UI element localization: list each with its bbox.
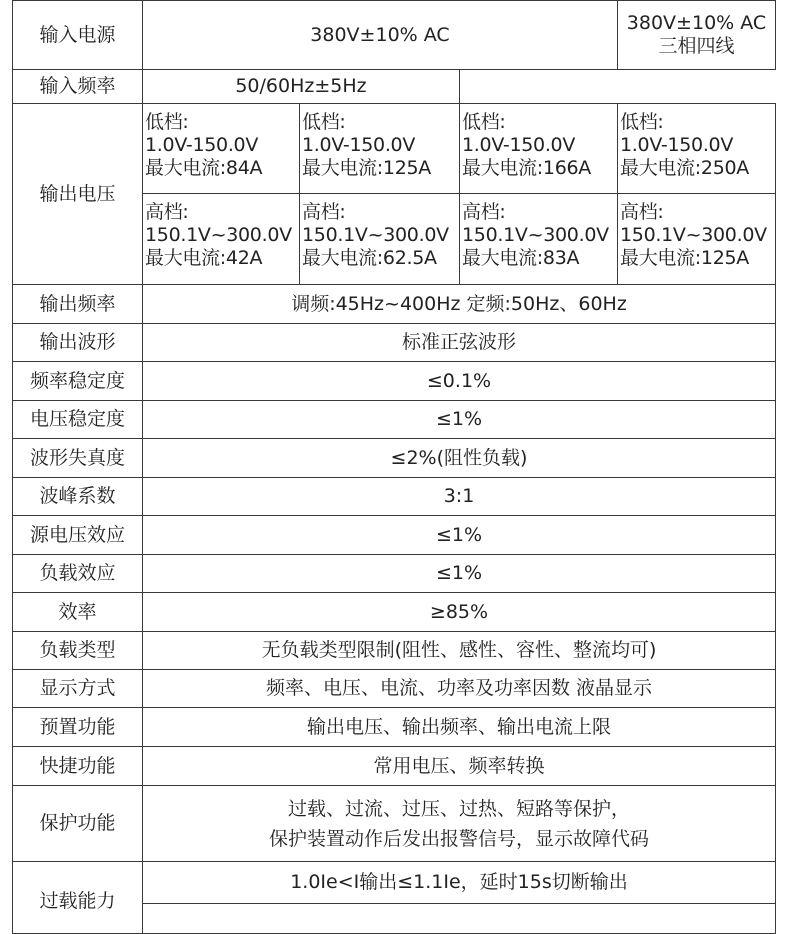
label-output-freq: 输出频率 bbox=[13, 285, 143, 324]
low-spec-1-range: 1.0V-150.0V bbox=[145, 134, 259, 156]
value-preset: 输出电压、输出频率、输出电流上限 bbox=[143, 708, 776, 747]
low-spec-3-range: 1.0V-150.0V bbox=[462, 134, 576, 156]
value-display: 频率、电压、电流、功率及功率因数 液晶显示 bbox=[143, 670, 776, 708]
row-shortcut bbox=[13, 747, 776, 786]
label-output-voltage: 输出电压 bbox=[13, 104, 143, 285]
label-output-wave: 输出波形 bbox=[13, 324, 143, 362]
low-spec-1 bbox=[143, 104, 300, 194]
input-power-note-line2: 三相四线 bbox=[658, 35, 735, 57]
label-overload: 过载能力 bbox=[13, 862, 143, 934]
label-source-effect: 源电压效应 bbox=[13, 516, 143, 555]
label-efficiency: 效率 bbox=[13, 593, 143, 632]
high-spec-1 bbox=[143, 194, 300, 285]
row-freq-stability bbox=[13, 362, 776, 401]
label-display: 显示方式 bbox=[13, 670, 143, 708]
row-display bbox=[13, 670, 776, 708]
high-spec-2 bbox=[300, 194, 460, 285]
high-spec-1-range: 150.1V~300.0V bbox=[145, 224, 292, 246]
high-spec-1-current: 最大电流:42A bbox=[145, 247, 263, 269]
value-output-freq: 调频:45Hz~400Hz 定频:50Hz、60Hz bbox=[143, 285, 776, 324]
row-output-voltage-low bbox=[13, 104, 776, 194]
protection-line1: 过载、过流、过压、过热、短路等保护， bbox=[287, 797, 630, 820]
label-load-type: 负载类型 bbox=[13, 632, 143, 670]
high-spec-3-current: 最大电流:83A bbox=[462, 247, 580, 269]
low-spec-4 bbox=[618, 104, 776, 194]
row-output-wave bbox=[13, 324, 776, 362]
label-freq-stability: 频率稳定度 bbox=[13, 362, 143, 401]
low-spec-2-range: 1.0V-150.0V bbox=[302, 134, 416, 156]
value-input-freq: 50/60Hz±5Hz bbox=[143, 70, 460, 104]
high-spec-2-range: 150.1V~300.0V bbox=[302, 224, 449, 246]
value-protection bbox=[143, 786, 776, 862]
value-input-power-note bbox=[618, 1, 776, 70]
label-input-freq: 输入频率 bbox=[13, 70, 143, 104]
value-output-wave: 标准正弦波形 bbox=[143, 324, 776, 362]
value-freq-stability: ≤0.1% bbox=[143, 362, 776, 401]
row-input-power bbox=[13, 1, 776, 70]
row-preset bbox=[13, 708, 776, 747]
input-power-note-line1: 380V±10% AC bbox=[626, 12, 767, 34]
label-shortcut: 快捷功能 bbox=[13, 747, 143, 786]
protection-line2: 保护装置动作后发出报警信号，显示故障代码 bbox=[268, 827, 649, 850]
value-input-power: 380V±10% AC bbox=[143, 1, 618, 70]
low-spec-2-current: 最大电流:125A bbox=[302, 157, 431, 179]
row-overload bbox=[13, 862, 776, 904]
label-wave-distortion: 波形失真度 bbox=[13, 439, 143, 478]
value-efficiency: ≥85% bbox=[143, 593, 776, 632]
spec-table bbox=[12, 0, 776, 934]
value-source-effect: ≤1% bbox=[143, 516, 776, 555]
label-load-effect: 负载效应 bbox=[13, 555, 143, 593]
row-efficiency bbox=[13, 593, 776, 632]
low-spec-2-tier: 低档: bbox=[302, 111, 346, 133]
value-wave-distortion: ≤2%(阻性负载) bbox=[143, 439, 776, 478]
low-spec-2 bbox=[300, 104, 460, 194]
high-spec-3-tier: 高档: bbox=[462, 201, 506, 223]
label-preset: 预置功能 bbox=[13, 708, 143, 747]
high-spec-1-tier: 高档: bbox=[145, 201, 189, 223]
row-load-effect bbox=[13, 555, 776, 593]
value-overload-line1: 1.0Ie<I输出≤1.1Ie，延时15s切断输出 bbox=[143, 862, 776, 904]
low-spec-4-tier: 低档: bbox=[620, 111, 664, 133]
low-spec-3-tier: 低档: bbox=[462, 111, 506, 133]
low-spec-3-current: 最大电流:166A bbox=[462, 157, 591, 179]
high-spec-4-range: 150.1V~300.0V bbox=[620, 224, 767, 246]
high-spec-2-current: 最大电流:62.5A bbox=[302, 247, 437, 269]
row-crest-factor bbox=[13, 478, 776, 516]
value-shortcut: 常用电压、频率转换 bbox=[143, 747, 776, 786]
label-protection: 保护功能 bbox=[13, 786, 143, 862]
value-crest-factor: 3:1 bbox=[143, 478, 776, 516]
low-spec-4-range: 1.0V-150.0V bbox=[620, 134, 734, 156]
low-spec-3 bbox=[460, 104, 618, 194]
high-spec-3-range: 150.1V~300.0V bbox=[462, 224, 609, 246]
high-spec-4-tier: 高档: bbox=[620, 201, 664, 223]
label-input-power: 输入电源 bbox=[13, 1, 143, 70]
value-load-type: 无负载类型限制(阻性、感性、容性、整流均可) bbox=[143, 632, 776, 670]
low-spec-1-current: 最大电流:84A bbox=[145, 157, 263, 179]
row-wave-distortion bbox=[13, 439, 776, 478]
low-spec-4-current: 最大电流:250A bbox=[620, 157, 749, 179]
high-spec-4 bbox=[618, 194, 776, 285]
row-load-type bbox=[13, 632, 776, 670]
row-volt-stability bbox=[13, 401, 776, 439]
high-spec-3 bbox=[460, 194, 618, 285]
label-volt-stability: 电压稳定度 bbox=[13, 401, 143, 439]
label-crest-factor: 波峰系数 bbox=[13, 478, 143, 516]
value-overload-line2 bbox=[143, 904, 776, 934]
low-spec-1-tier: 低档: bbox=[145, 111, 189, 133]
row-source-effect bbox=[13, 516, 776, 555]
row-input-freq bbox=[13, 70, 776, 104]
row-output-freq bbox=[13, 285, 776, 324]
value-volt-stability: ≤1% bbox=[143, 401, 776, 439]
value-load-effect: ≤1% bbox=[143, 555, 776, 593]
row-protection bbox=[13, 786, 776, 862]
high-spec-4-current: 最大电流:125A bbox=[620, 247, 749, 269]
high-spec-2-tier: 高档: bbox=[302, 201, 346, 223]
